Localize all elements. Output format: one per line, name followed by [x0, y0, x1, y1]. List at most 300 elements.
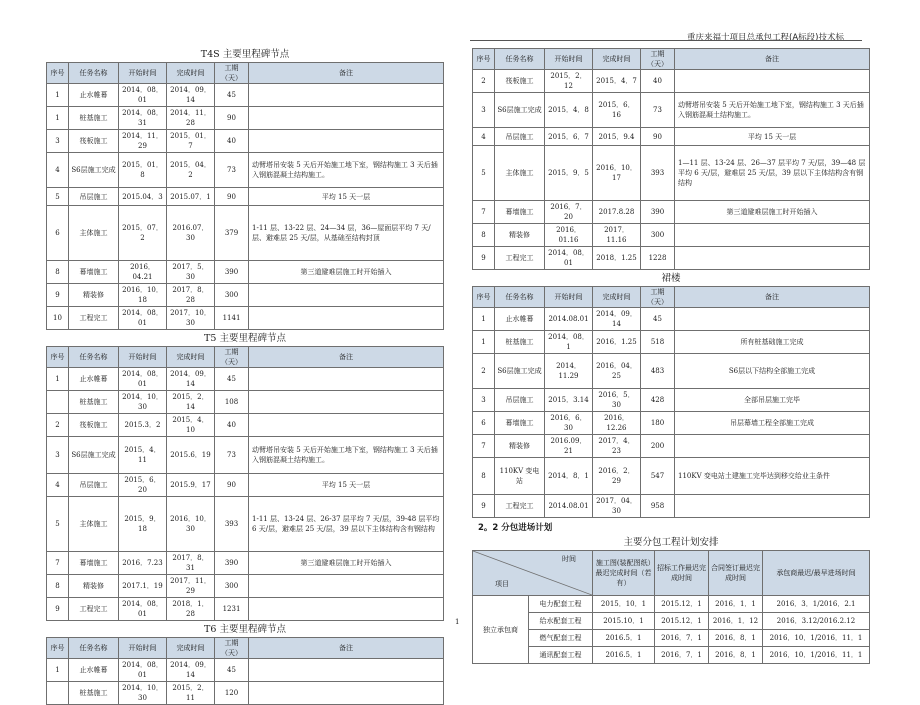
task-name-cell: 桩基施工: [69, 107, 119, 130]
end-date-cell: 2017.8.28: [593, 201, 641, 224]
start-date-cell: 2014.08.01: [545, 308, 593, 331]
table-row: [47, 206, 444, 261]
start-date-cell: 2015．4．8: [545, 93, 593, 128]
start-date-cell: 2015．6．20: [119, 474, 167, 497]
end-date-cell: 2014．11．28: [167, 107, 215, 130]
duration-cell: 120: [215, 682, 249, 705]
remark-cell: [249, 682, 444, 705]
end-date-cell: 2017．11．29: [167, 575, 215, 598]
drawing-date: 2016.5．1: [593, 630, 655, 647]
remark-cell: [675, 308, 870, 331]
remark-cell: 1—11 层、13-24 层、26—37 层平均 7 天/层，39—48 层平均 6 天/层，避难层 25 天/层，39 层以下主体结构含有钢结构: [675, 146, 870, 201]
table-row: [47, 261, 444, 284]
end-date-cell: 2016.07．30: [167, 206, 215, 261]
table-row: [473, 70, 870, 93]
podium-milestone-table: [472, 286, 870, 518]
table-header-row: [47, 63, 444, 84]
table-row: [47, 474, 444, 497]
column-header: 完成时间: [167, 63, 215, 84]
contract-date: 2016．1．1: [709, 596, 763, 613]
task-name-cell: 主体施工: [69, 497, 119, 552]
duration-cell: 45: [215, 84, 249, 107]
table-row: [473, 495, 870, 518]
column-header: 任务名称: [69, 638, 119, 659]
seq-cell: 8: [47, 261, 69, 284]
duration-cell: 108: [215, 391, 249, 414]
seq-cell: 5: [473, 146, 495, 201]
column-header: 任务名称: [495, 49, 545, 70]
task-name-cell: 吊层施工: [69, 474, 119, 497]
table-row: [47, 682, 444, 705]
t4s-title: T4S 主要里程碑节点: [200, 49, 290, 60]
task-name-cell: 工程完工: [69, 598, 119, 621]
header-rule: [470, 40, 862, 41]
start-date-cell: 2014.08.01: [545, 495, 593, 518]
t6-title: T6 主要里程碑节点: [204, 624, 286, 635]
column-header: 序号: [47, 63, 69, 84]
duration-cell: 90: [215, 188, 249, 206]
column-header: 任务名称: [69, 347, 119, 368]
table-row: [473, 389, 870, 412]
start-date-cell: 2014．08．01: [119, 368, 167, 391]
end-date-cell: 2018．1.25: [593, 247, 641, 270]
item-name: 电力配套工程: [529, 596, 593, 613]
duration-cell: 180: [641, 412, 675, 435]
tender-date: 2015.12．1: [655, 596, 709, 613]
start-date-cell: 2015．9．5: [545, 146, 593, 201]
task-name-cell: 筏板施工: [495, 70, 545, 93]
end-date-cell: 2017．8．28: [167, 284, 215, 307]
column-header: 工期（天）: [641, 49, 675, 70]
seq-cell: 10: [47, 307, 69, 330]
column-header: 序号: [47, 347, 69, 368]
seq-cell: 2: [47, 414, 69, 437]
drawing-date: 2015.10．1: [593, 613, 655, 630]
task-name-cell: 桩基施工: [495, 331, 545, 354]
remark-cell: 动臂塔吊安装 5 天后开始施工地下室，钢结构施工 3 天后插入钢筋混凝土结构施工。: [675, 93, 870, 128]
table-row: [473, 224, 870, 247]
task-name-cell: 110KV 变电站: [495, 458, 545, 495]
column-header: 序号: [47, 638, 69, 659]
seq-cell: 8: [473, 458, 495, 495]
start-date-cell: 2014．11.29: [545, 354, 593, 389]
task-name-cell: 桩基施工: [69, 391, 119, 414]
start-date-cell: 2015．3.14: [545, 389, 593, 412]
header-time-label: 时间: [562, 555, 576, 563]
end-date-cell: 2014．09．14: [167, 368, 215, 391]
remark-cell: 第三道避难层施工时开始插入: [675, 201, 870, 224]
start-date-cell: 2016．01.16: [545, 224, 593, 247]
table-row: [47, 284, 444, 307]
start-date-cell: 2015．6．7: [545, 128, 593, 146]
remark-cell: 1-11 层、13-24 层、26-37 层平均 7 天/层，39-48 层平均 6 天/层，避难层 25 天/层，39 层以下主体结构含有钢结构: [249, 497, 444, 552]
entry-date: 2016．10．1/2016．11．1: [763, 647, 870, 664]
table-row: [47, 84, 444, 107]
seq-cell: 7: [473, 201, 495, 224]
group-label: 独立承包商: [473, 596, 529, 664]
duration-cell: 73: [215, 437, 249, 474]
table-row: [47, 107, 444, 130]
seq-cell: 9: [47, 598, 69, 621]
duration-cell: 390: [641, 201, 675, 224]
duration-cell: 547: [641, 458, 675, 495]
duration-cell: 90: [215, 107, 249, 130]
table-row: [473, 354, 870, 389]
end-date-cell: 2017．11.16: [593, 224, 641, 247]
remark-cell: [249, 414, 444, 437]
duration-cell: 73: [215, 153, 249, 188]
start-date-cell: 2014．08．01: [119, 307, 167, 330]
entry-date: 2016．3．1/2016．2.1: [763, 596, 870, 613]
seq-cell: 4: [473, 128, 495, 146]
table-row: [473, 331, 870, 354]
right-column: [472, 48, 870, 664]
duration-cell: 518: [641, 331, 675, 354]
start-date-cell: 2016．10．18: [119, 284, 167, 307]
task-name-cell: 精装修: [495, 435, 545, 458]
seq-cell: 1: [473, 308, 495, 331]
remark-cell: [249, 284, 444, 307]
end-date-cell: 2015.9．17: [167, 474, 215, 497]
page-header-title: 重庆来福士项目总承包工程(A标段)技术标: [687, 33, 844, 43]
remark-cell: [675, 70, 870, 93]
duration-cell: 390: [215, 552, 249, 575]
table-header-row: [47, 347, 444, 368]
left-column: [46, 48, 444, 705]
page-number: 1: [455, 618, 460, 626]
t4s-milestone-table: [46, 62, 444, 330]
start-date-cell: 2015．2．12: [545, 70, 593, 93]
start-date-cell: 2014．08．31: [119, 107, 167, 130]
task-name-cell: S6层施工完成: [69, 437, 119, 474]
task-name-cell: 止水帷幕: [69, 84, 119, 107]
table-row: [473, 412, 870, 435]
task-name-cell: 精装修: [69, 575, 119, 598]
seq-cell: 9: [473, 495, 495, 518]
remark-cell: 动臂塔吊安装 5 天后开始施工地下室，钢结构施工 3 天后插入钢筋混凝土结构施工。: [249, 437, 444, 474]
start-date-cell: 2014．08．01: [119, 598, 167, 621]
end-date-cell: 2015．2．11: [167, 682, 215, 705]
start-date-cell: 2016．04.21: [119, 261, 167, 284]
start-date-cell: 2014．08．01: [545, 247, 593, 270]
column-header: 序号: [473, 49, 495, 70]
task-name-cell: 筏板施工: [69, 414, 119, 437]
table-row: [47, 659, 444, 682]
table-row: [473, 201, 870, 224]
duration-cell: 40: [215, 130, 249, 153]
column-header: 开始时间: [545, 287, 593, 308]
t6-milestone-table: [46, 637, 444, 705]
start-date-cell: 2015.04．3: [119, 188, 167, 206]
start-date-cell: 2015．07．2: [119, 206, 167, 261]
remark-cell: 1-11 层、13-22 层、24—34 层，36—屋面层平均 7 天/层、避难层 25 天/层，从基础至结构封顶: [249, 206, 444, 261]
end-date-cell: 2017．4．23: [593, 435, 641, 458]
end-date-cell: 2017．04．30: [593, 495, 641, 518]
table-row: [47, 414, 444, 437]
end-date-cell: 2015．4．7: [593, 70, 641, 93]
table-row: [47, 598, 444, 621]
seq-cell: 3: [473, 389, 495, 412]
task-name-cell: 工程完工: [69, 307, 119, 330]
start-date-cell: 2014．08．1: [545, 331, 593, 354]
end-date-cell: 2015．04．2: [167, 153, 215, 188]
table-row: [473, 128, 870, 146]
duration-cell: 90: [215, 474, 249, 497]
task-name-cell: S6层施工完成: [69, 153, 119, 188]
task-name-cell: 幕墙施工: [495, 412, 545, 435]
item-name: 给水配套工程: [529, 613, 593, 630]
start-date-cell: 2016．6．30: [545, 412, 593, 435]
duration-cell: 300: [215, 284, 249, 307]
entry-date: 2016．3.12/2016.2.12: [763, 613, 870, 630]
table-row: [473, 146, 870, 201]
table-row: [473, 247, 870, 270]
column-header: 备注: [675, 49, 870, 70]
seq-cell: 3: [473, 93, 495, 128]
end-date-cell: 2015．6．16: [593, 93, 641, 128]
remark-cell: 第三道避难层施工时开始插入: [249, 552, 444, 575]
task-name-cell: 吊层施工: [495, 389, 545, 412]
remark-cell: 第三道避难层施工时开始插入: [249, 261, 444, 284]
table-header-row: [473, 49, 870, 70]
contract-date: 2016．8．1: [709, 647, 763, 664]
duration-cell: 1141: [215, 307, 249, 330]
duration-cell: 40: [641, 70, 675, 93]
remark-cell: [675, 224, 870, 247]
end-date-cell: 2015.6．19: [167, 437, 215, 474]
remark-cell: 平均 15 天一层: [249, 474, 444, 497]
duration-cell: 40: [215, 414, 249, 437]
table-row: [47, 130, 444, 153]
start-date-cell: 2015．4．11: [119, 437, 167, 474]
start-date-cell: 2014．11．29: [119, 130, 167, 153]
remark-cell: S6层以下结构全部施工完成: [675, 354, 870, 389]
task-name-cell: 幕墙施工: [69, 261, 119, 284]
col-header-contract: 合同签订最迟完成时间: [709, 551, 763, 596]
column-header: 备注: [675, 287, 870, 308]
task-name-cell: 吊层施工: [69, 188, 119, 206]
remark-cell: [249, 659, 444, 682]
table-row: [47, 437, 444, 474]
remark-cell: 平均 15 天一层: [675, 128, 870, 146]
remark-cell: [249, 307, 444, 330]
remark-cell: [249, 391, 444, 414]
table-row: [47, 188, 444, 206]
start-date-cell: 2015.3．2: [119, 414, 167, 437]
duration-cell: 390: [215, 261, 249, 284]
start-date-cell: 2014．10．30: [119, 391, 167, 414]
duration-cell: 45: [641, 308, 675, 331]
column-header: 备注: [249, 63, 444, 84]
task-name-cell: 桩基施工: [69, 682, 119, 705]
start-date-cell: 2014．8．1: [545, 458, 593, 495]
column-header: 完成时间: [167, 347, 215, 368]
remark-cell: 所有桩基础施工完成: [675, 331, 870, 354]
seq-cell: 4: [47, 153, 69, 188]
header-item-label: 项目: [495, 580, 509, 588]
task-name-cell: S6层施工完成: [495, 354, 545, 389]
seq-cell: 5: [47, 497, 69, 552]
section-heading: 2。2 分包进场计划: [478, 523, 553, 533]
duration-cell: 428: [641, 389, 675, 412]
end-date-cell: 2015．9.4: [593, 128, 641, 146]
column-header: 工期（天）: [215, 63, 249, 84]
column-header: 任务名称: [69, 63, 119, 84]
task-name-cell: 工程完工: [495, 495, 545, 518]
task-name-cell: S6层施工完成: [495, 93, 545, 128]
end-date-cell: 2015．2．14: [167, 391, 215, 414]
seq-cell: 1: [47, 107, 69, 130]
table-header-row: [473, 287, 870, 308]
seq-cell: 2: [473, 70, 495, 93]
column-header: 任务名称: [495, 287, 545, 308]
table-row: [473, 435, 870, 458]
start-date-cell: 2017.1．19: [119, 575, 167, 598]
seq-cell: 2: [473, 354, 495, 389]
remark-cell: [249, 130, 444, 153]
seq-cell: 7: [47, 552, 69, 575]
task-name-cell: 止水帷幕: [495, 308, 545, 331]
column-header: 完成时间: [167, 638, 215, 659]
start-date-cell: 2014．10．30: [119, 682, 167, 705]
end-date-cell: 2016．10．17: [593, 146, 641, 201]
remark-cell: [675, 495, 870, 518]
table-row: [473, 308, 870, 331]
end-date-cell: 2017．10．30: [167, 307, 215, 330]
seq-cell: [47, 391, 69, 414]
start-date-cell: 2016.09．21: [545, 435, 593, 458]
drawing-date: 2015．10．1: [593, 596, 655, 613]
contract-date: 2016．8．1: [709, 630, 763, 647]
tender-date: 2016．7．1: [655, 630, 709, 647]
remark-cell: [249, 598, 444, 621]
end-date-cell: 2014．09．14: [167, 84, 215, 107]
seq-cell: 9: [473, 247, 495, 270]
end-date-cell: 2015．4．10: [167, 414, 215, 437]
duration-cell: 300: [215, 575, 249, 598]
remark-cell: [675, 435, 870, 458]
start-date-cell: 2014．08．01: [119, 659, 167, 682]
column-header: 工期（天）: [641, 287, 675, 308]
col-header-drawing: 施工图(装配图纸）最迟完成时间（若有）: [593, 551, 655, 596]
seq-cell: 3: [47, 130, 69, 153]
duration-cell: 958: [641, 495, 675, 518]
task-name-cell: 精装修: [69, 284, 119, 307]
duration-cell: 45: [215, 368, 249, 391]
duration-cell: 379: [215, 206, 249, 261]
seq-cell: 8: [47, 575, 69, 598]
task-name-cell: 止水帷幕: [69, 659, 119, 682]
remark-cell: 吊层幕墙工程全部施工完成: [675, 412, 870, 435]
seq-cell: 5: [47, 188, 69, 206]
column-header: 序号: [473, 287, 495, 308]
column-header: 备注: [249, 638, 444, 659]
duration-cell: 393: [215, 497, 249, 552]
end-date-cell: 2016．2．29: [593, 458, 641, 495]
table-row: [473, 458, 870, 495]
end-date-cell: 2017．5．30: [167, 261, 215, 284]
seq-cell: 3: [47, 437, 69, 474]
diagonal-header-cell: [473, 551, 593, 596]
seq-cell: 7: [473, 435, 495, 458]
end-date-cell: 2017．8．31: [167, 552, 215, 575]
task-name-cell: 主体施工: [69, 206, 119, 261]
end-date-cell: 2016．10．30: [167, 497, 215, 552]
task-name-cell: 精装修: [495, 224, 545, 247]
column-header: 备注: [249, 347, 444, 368]
remark-cell: [249, 575, 444, 598]
end-date-cell: 2016．5．30: [593, 389, 641, 412]
duration-cell: 393: [641, 146, 675, 201]
duration-cell: 1231: [215, 598, 249, 621]
column-header: 开始时间: [119, 638, 167, 659]
start-date-cell: 2015．9．18: [119, 497, 167, 552]
tender-date: 2015.12．1: [655, 613, 709, 630]
tender-date: 2016．7．1: [655, 647, 709, 664]
task-name-cell: 止水帷幕: [69, 368, 119, 391]
remark-cell: 110KV 变电站土建施工完毕达到移交给业主条件: [675, 458, 870, 495]
table-row: [47, 153, 444, 188]
seq-cell: 6: [473, 412, 495, 435]
t5-milestone-table: [46, 346, 444, 621]
remark-cell: 全部吊层施工完毕: [675, 389, 870, 412]
contract-date: 2016．1．12: [709, 613, 763, 630]
seq-cell: [47, 682, 69, 705]
task-name-cell: 幕墙施工: [69, 552, 119, 575]
t5-title: T5 主要里程碑节点: [204, 333, 286, 344]
end-date-cell: 2016．12.26: [593, 412, 641, 435]
duration-cell: 45: [215, 659, 249, 682]
table-row: [47, 552, 444, 575]
seq-cell: 4: [47, 474, 69, 497]
podium-title: 裙楼: [661, 273, 681, 284]
column-header: 开始时间: [119, 347, 167, 368]
seq-cell: 1: [47, 659, 69, 682]
item-name: 燃气配套工程: [529, 630, 593, 647]
column-header: 完成时间: [593, 49, 641, 70]
end-date-cell: 2016．04．25: [593, 354, 641, 389]
seq-cell: 1: [47, 84, 69, 107]
table-row: [47, 391, 444, 414]
duration-cell: 90: [641, 128, 675, 146]
table-row: [47, 497, 444, 552]
end-date-cell: 2016．1.25: [593, 331, 641, 354]
remark-cell: [249, 84, 444, 107]
table-header-row: [47, 638, 444, 659]
task-name-cell: 主体施工: [495, 146, 545, 201]
start-date-cell: 2016．7.23: [119, 552, 167, 575]
seq-cell: 1: [473, 331, 495, 354]
seq-cell: 9: [47, 284, 69, 307]
remark-cell: 动臂塔吊安装 5 天后开始施工地下室，钢结构施工 3 天后插入钢筋混凝土结构施工。: [249, 153, 444, 188]
seq-cell: 8: [473, 224, 495, 247]
subcontract-table-title: 主要分包工程计划安排: [623, 537, 719, 548]
end-date-cell: 2015．01．7: [167, 130, 215, 153]
item-name: 通讯配套工程: [529, 647, 593, 664]
column-header: 完成时间: [593, 287, 641, 308]
drawing-date: 2016.5．1: [593, 647, 655, 664]
col-header-tender: 招标工作最迟完成时间: [655, 551, 709, 596]
column-header: 工期（天）: [215, 638, 249, 659]
table-row: [47, 575, 444, 598]
duration-cell: 483: [641, 354, 675, 389]
end-date-cell: 2018．1．28: [167, 598, 215, 621]
duration-cell: 1228: [641, 247, 675, 270]
duration-cell: 73: [641, 93, 675, 128]
remark-cell: 平均 15 天一层: [249, 188, 444, 206]
task-name-cell: 筏板施工: [69, 130, 119, 153]
remark-cell: [675, 247, 870, 270]
